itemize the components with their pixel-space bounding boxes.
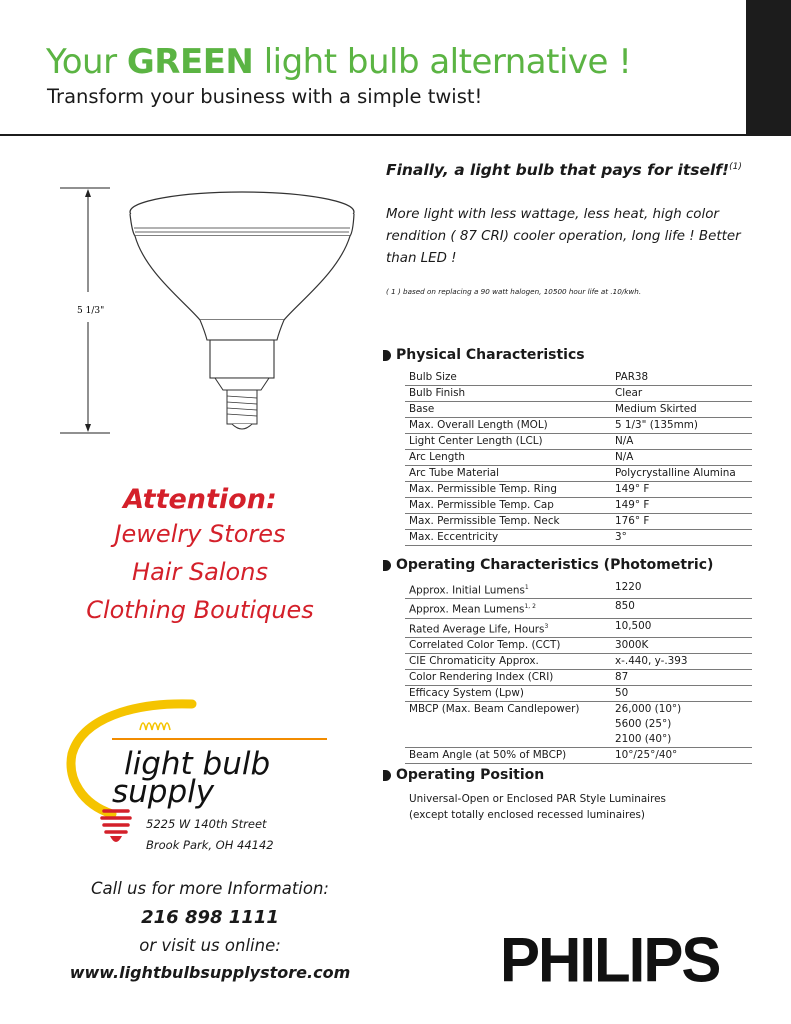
attention-item-salons: Hair Salons	[132, 558, 268, 586]
spec-label: Arc Length	[405, 450, 611, 466]
operating-section-title: Operating Characteristics (Photometric)	[383, 557, 713, 573]
store-address	[146, 814, 274, 856]
spec-value: 176° F	[611, 514, 752, 530]
contact-call-text: Call us for more Information:	[91, 879, 329, 898]
spec-label: Bulb Size	[405, 370, 611, 386]
address-street: 5225 W 140th Street	[146, 817, 267, 831]
spec-value: 3°	[611, 530, 752, 546]
spec-row	[405, 370, 752, 386]
bullet-arrow-icon	[383, 350, 391, 361]
spec-row	[405, 498, 752, 514]
spec-label: Max. Eccentricity	[405, 530, 611, 546]
spec-value: Medium Skirted	[611, 402, 752, 418]
contact-website: www.lightbulbsupplystore.com	[69, 963, 351, 982]
spec-label: Arc Tube Material	[405, 466, 611, 482]
subheadline: Transform your business with a simple twist!	[47, 85, 483, 108]
spec-value: 5 1/3" (135mm)	[611, 418, 752, 434]
spec-label: Beam Angle (at 50% of MBCP)	[405, 748, 611, 764]
spec-row	[405, 618, 752, 637]
attention-item-jewelry: Jewelry Stores	[114, 520, 286, 548]
dimension-label: 5 1/3"	[77, 306, 105, 316]
spec-label: Approx. Mean Lumens$^{1, 2}$	[405, 599, 611, 618]
spec-row	[405, 514, 752, 530]
spec-value: 149° F	[611, 482, 752, 498]
spec-row	[405, 466, 752, 482]
spec-label: Color Rendering Index (CRI)	[405, 670, 611, 686]
contact-block	[30, 876, 390, 988]
attention-title: Attention:	[123, 484, 277, 515]
spec-value: Polycrystalline Alumina	[611, 466, 752, 482]
spec-value: 149° F	[611, 498, 752, 514]
spec-value: N/A	[611, 434, 752, 450]
spec-label: Max. Overall Length (MOL)	[405, 418, 611, 434]
spec-row	[405, 654, 752, 670]
spec-value: 26,000 (10°) 5600 (25°) 2100 (40°)	[611, 702, 752, 748]
headline: Your GREEN light bulb alternative !	[46, 42, 632, 82]
tagline-ref: (1)	[729, 161, 742, 172]
spec-value: 50	[611, 686, 752, 702]
spec-value: 3000K	[611, 638, 752, 654]
spec-row	[405, 599, 752, 618]
spec-row	[405, 418, 752, 434]
position-line1: Universal-Open or Enclosed PAR Style Luminaires	[409, 793, 666, 805]
physical-section-title: Physical Characteristics	[383, 347, 585, 363]
spec-row	[405, 386, 752, 402]
spec-value: 850	[611, 599, 752, 618]
spec-label: Max. Permissible Temp. Cap	[405, 498, 611, 514]
spec-row	[405, 670, 752, 686]
logo-line1: light bulb	[124, 746, 271, 782]
footnote: ( 1 ) based on replacing a 90 watt halogen, 10500 hour life at .10/kwh.	[386, 287, 642, 296]
operating-position-text	[409, 792, 666, 823]
intro-paragraph: More light with less wattage, less heat, high color rendition ( 87 CRI) cooler operation, long life ! Better than LED !	[386, 207, 741, 266]
spec-label: Approx. Initial Lumens$^1$	[405, 580, 611, 599]
spec-value: 87	[611, 670, 752, 686]
spec-value: Clear	[611, 386, 752, 402]
spec-row	[405, 748, 752, 764]
attention-callout	[50, 484, 350, 629]
philips-logo: PHILIPS	[500, 925, 720, 996]
spec-value: 1220	[611, 580, 752, 599]
spec-row	[405, 702, 752, 748]
spec-row	[405, 402, 752, 418]
spec-label: Base	[405, 402, 611, 418]
contact-phone: 216 898 1111	[141, 907, 279, 928]
spec-row	[405, 638, 752, 654]
corner-accent-bar	[746, 0, 791, 136]
spec-value: 10°/25°/40°	[611, 748, 752, 764]
logo-line2: supply	[112, 774, 215, 810]
bullet-arrow-icon	[383, 560, 391, 571]
spec-value: x-.440, y-.393	[611, 654, 752, 670]
spec-value: N/A	[611, 450, 752, 466]
spec-label: Max. Permissible Temp. Ring	[405, 482, 611, 498]
spec-label: Rated Average Life, Hours$^3$	[405, 618, 611, 637]
tagline: Finally, a light bulb that pays for itself!$^{(1)}$	[386, 161, 742, 179]
spec-row	[405, 530, 752, 546]
spec-row	[405, 580, 752, 599]
spec-label: Bulb Finish	[405, 386, 611, 402]
spec-label: Correlated Color Temp. (CCT)	[405, 638, 611, 654]
spec-row	[405, 686, 752, 702]
spec-label: Max. Permissible Temp. Neck	[405, 514, 611, 530]
physical-spec-table	[405, 370, 752, 546]
spec-label: CIE Chromaticity Approx.	[405, 654, 611, 670]
header-divider	[0, 134, 791, 136]
position-line2: (except totally enclosed recessed luminaires)	[409, 808, 645, 821]
position-section-title: Operating Position	[383, 767, 544, 783]
spec-label: Efficacy System (Lpw)	[405, 686, 611, 702]
spec-row	[405, 482, 752, 498]
spec-row	[405, 450, 752, 466]
contact-visit-text: or visit us online:	[139, 936, 281, 955]
address-city: Brook Park, OH 44142	[146, 838, 274, 852]
bulb-illustration	[55, 182, 365, 442]
spec-value: 10,500	[611, 618, 752, 637]
spec-row	[405, 434, 752, 450]
operating-spec-table	[405, 580, 752, 764]
spec-value: PAR38	[611, 370, 752, 386]
spec-label: MBCP (Max. Beam Candlepower)	[405, 702, 611, 748]
spec-label: Light Center Length (LCL)	[405, 434, 611, 450]
attention-item-boutiques: Clothing Boutiques	[86, 596, 314, 624]
bullet-arrow-icon	[383, 770, 391, 781]
